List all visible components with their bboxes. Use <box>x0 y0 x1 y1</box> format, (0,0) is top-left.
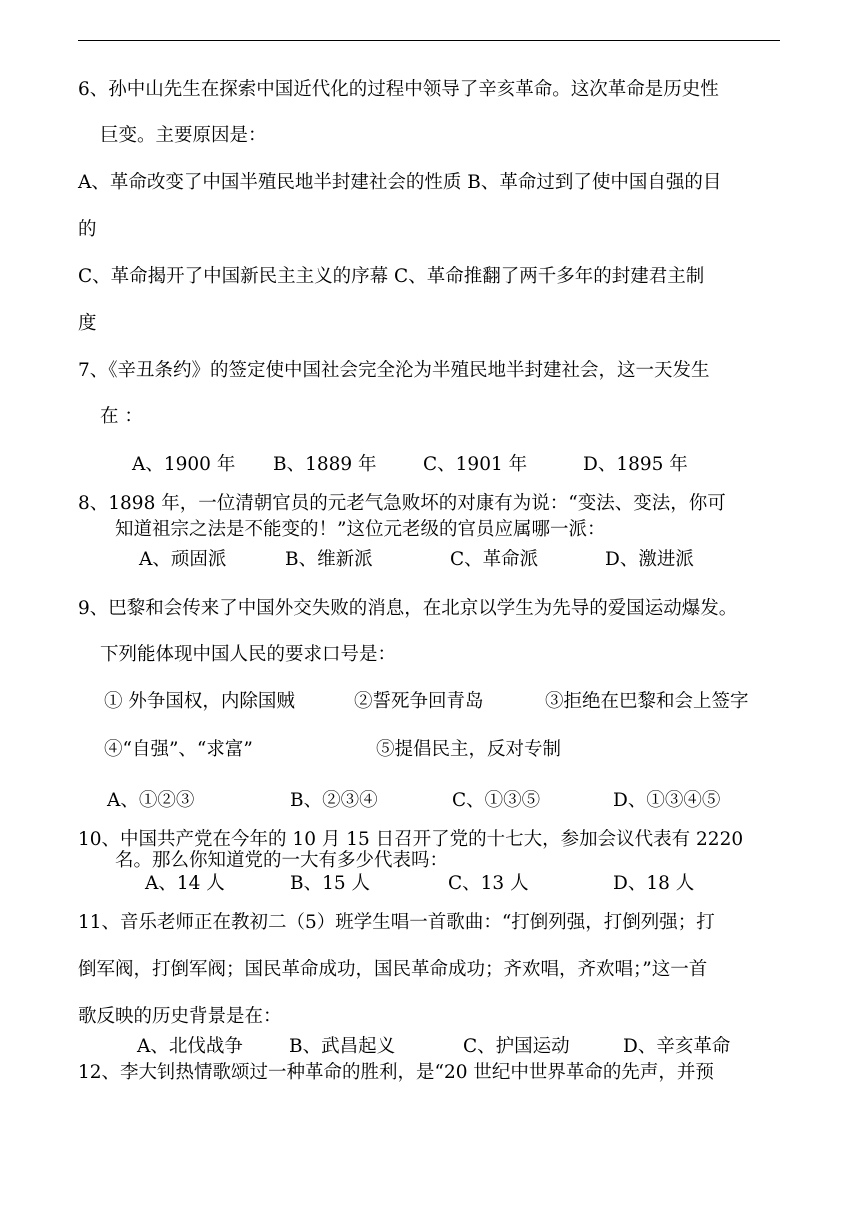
q8-option-a: A、顽固派 <box>139 549 227 570</box>
q11-option-b: B、武昌起义 <box>289 1036 396 1057</box>
q8-option-b: B、维新派 <box>285 549 373 570</box>
q10-stem-line-2: 名。那么你知道党的一大有多少代表吗： <box>115 850 449 871</box>
q6-stem-line-2: 巨变。主要原因是： <box>100 125 267 146</box>
q10-option-d: D、18 人 <box>613 873 695 894</box>
q11-option-a: A、北伐战争 <box>137 1036 243 1057</box>
q7-option-d: D、1895 年 <box>583 454 688 475</box>
q10-stem-line-1: 10、中国共产党在今年的 10 月 15 日召开了党的十七大，参加会议代表有 2220 <box>78 829 744 850</box>
q11-stem-line-1: 11、音乐老师正在教初二（5）班学生唱一首歌曲：“打倒列强，打倒列强；打 <box>78 912 715 933</box>
q6-option-line-3: C、革命揭开了中国新民主主义的序幕 C、革命推翻了两千多年的封建君主制 <box>78 266 705 287</box>
q8-stem-line-2: 知道祖宗之法是不能变的！”这位元老级的官员应属哪一派： <box>115 519 606 540</box>
q8-option-d: D、激进派 <box>605 549 694 570</box>
q6-stem-line-1: 6、孙中山先生在探索中国近代化的过程中领导了辛亥革命。这次革命是历史性 <box>78 79 719 100</box>
q6-option-line-2: 的 <box>78 219 97 240</box>
q6-option-line-4: 度 <box>78 313 97 334</box>
q9-slogan-5: ⑤提倡民主，反对专制 <box>376 739 562 760</box>
q9-stem-line-2: 下列能体现中国人民的要求口号是： <box>100 644 397 665</box>
q7-option-b: B、1889 年 <box>273 454 377 475</box>
q11-option-d: D、辛亥革命 <box>623 1036 731 1057</box>
q8-option-c: C、革命派 <box>450 549 539 570</box>
q11-option-c: C、护国运动 <box>463 1036 570 1057</box>
q8-stem-line-1: 8、1898 年，一位清朝官员的元老气急败坏的对康有为说：“变法、变法，你可 <box>78 493 726 514</box>
q7-stem-line-1: 7、《辛丑条约》的签定使中国社会完全沦为半殖民地半封建社会，这一天发生 <box>78 360 710 381</box>
q12-stem-line-1: 12、李大钊热情歌颂过一种革命的胜利，是“20 世纪中世界革命的先声，并预 <box>78 1062 714 1083</box>
header-rule <box>78 40 780 41</box>
q9-slogan-1: ① 外争国权，内除国贼 <box>104 691 295 712</box>
q10-option-a: A、14 人 <box>145 873 225 894</box>
q9-option-a: A、①②③ <box>107 790 195 811</box>
q9-slogan-3: ③拒绝在巴黎和会上签字 <box>545 691 749 712</box>
q7-stem-line-2: 在 ： <box>100 406 143 427</box>
q9-option-d: D、①③④⑤ <box>613 790 721 811</box>
q11-stem-line-3: 歌反映的历史背景是在： <box>78 1006 282 1027</box>
q9-option-c: C、①③⑤ <box>452 790 541 811</box>
q11-stem-line-2: 倒军阀，打倒军阀；国民革命成功，国民革命成功；齐欢唱，齐欢唱；”这一首 <box>78 959 708 980</box>
q7-option-c: C、1901 年 <box>423 454 528 475</box>
q9-slogan-2: ②誓死争回青岛 <box>354 691 484 712</box>
q9-option-b: B、②③④ <box>290 790 378 811</box>
q10-option-c: C、13 人 <box>448 873 529 894</box>
q10-option-b: B、15 人 <box>290 873 371 894</box>
q7-option-a: A、1900 年 <box>132 454 236 475</box>
q6-option-line-1: A、革命改变了中国半殖民地半封建社会的性质 B、革命过到了使中国自强的目 <box>78 172 722 193</box>
q9-slogan-4: ④“自强”、“求富” <box>104 739 253 760</box>
q9-stem-line-1: 9、巴黎和会传来了中国外交失败的消息，在北京以学生为先导的爱国运动爆发。 <box>78 598 738 619</box>
